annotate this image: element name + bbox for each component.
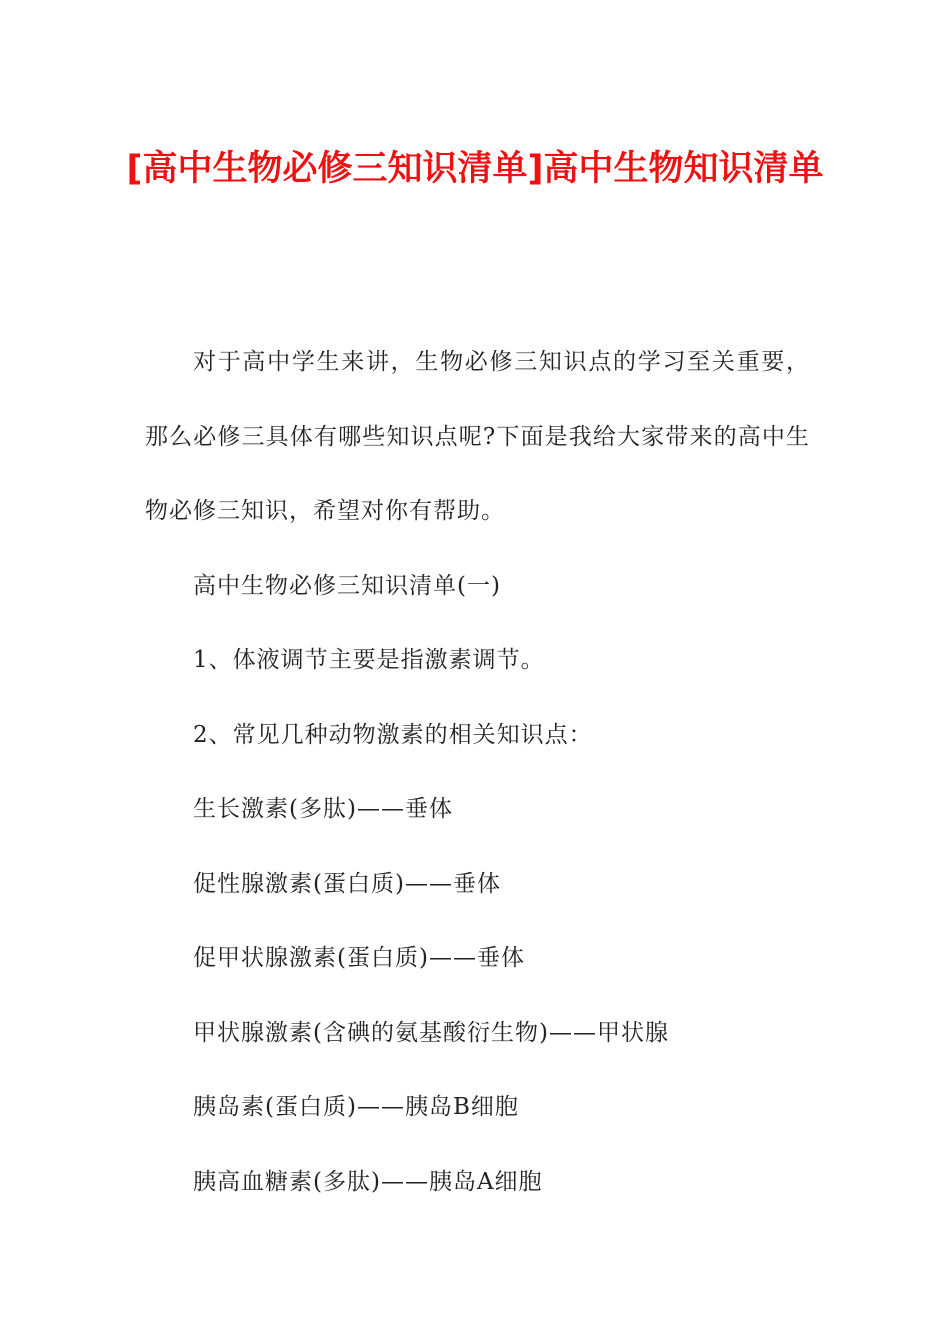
document-body [145, 325, 810, 1219]
hormone-entry: 胰岛素(蛋白质)——胰岛B细胞 [193, 1094, 519, 1120]
hormone-entry: 促甲状腺激素(蛋白质)——垂体 [193, 945, 525, 971]
intro-paragraph: 对于高中学生来讲，生物必修三知识点的学习至关重要，那么必修三具体有哪些知识点呢?下面是我给大家带来的高中生物必修三知识，希望对你有帮助。 [145, 349, 810, 524]
list-item: 2、常见几种动物激素的相关知识点： [193, 721, 593, 748]
section-heading: 高中生物必修三知识清单(一) [193, 572, 501, 599]
hormone-entry: 促性腺激素(蛋白质)——垂体 [193, 870, 501, 897]
list-item: 1、体液调节主要是指激素调节。 [193, 647, 545, 673]
hormone-entry: 甲状腺激素(含碘的氨基酸衍生物)——甲状腺 [193, 1019, 669, 1046]
hormone-entry: 生长激素(多肽)——垂体 [193, 796, 453, 822]
document-title: [高中生物必修三知识清单]高中生物知识清单 [126, 149, 824, 189]
hormone-entry: 胰高血糖素(多肽)——胰岛A细胞 [193, 1168, 543, 1195]
